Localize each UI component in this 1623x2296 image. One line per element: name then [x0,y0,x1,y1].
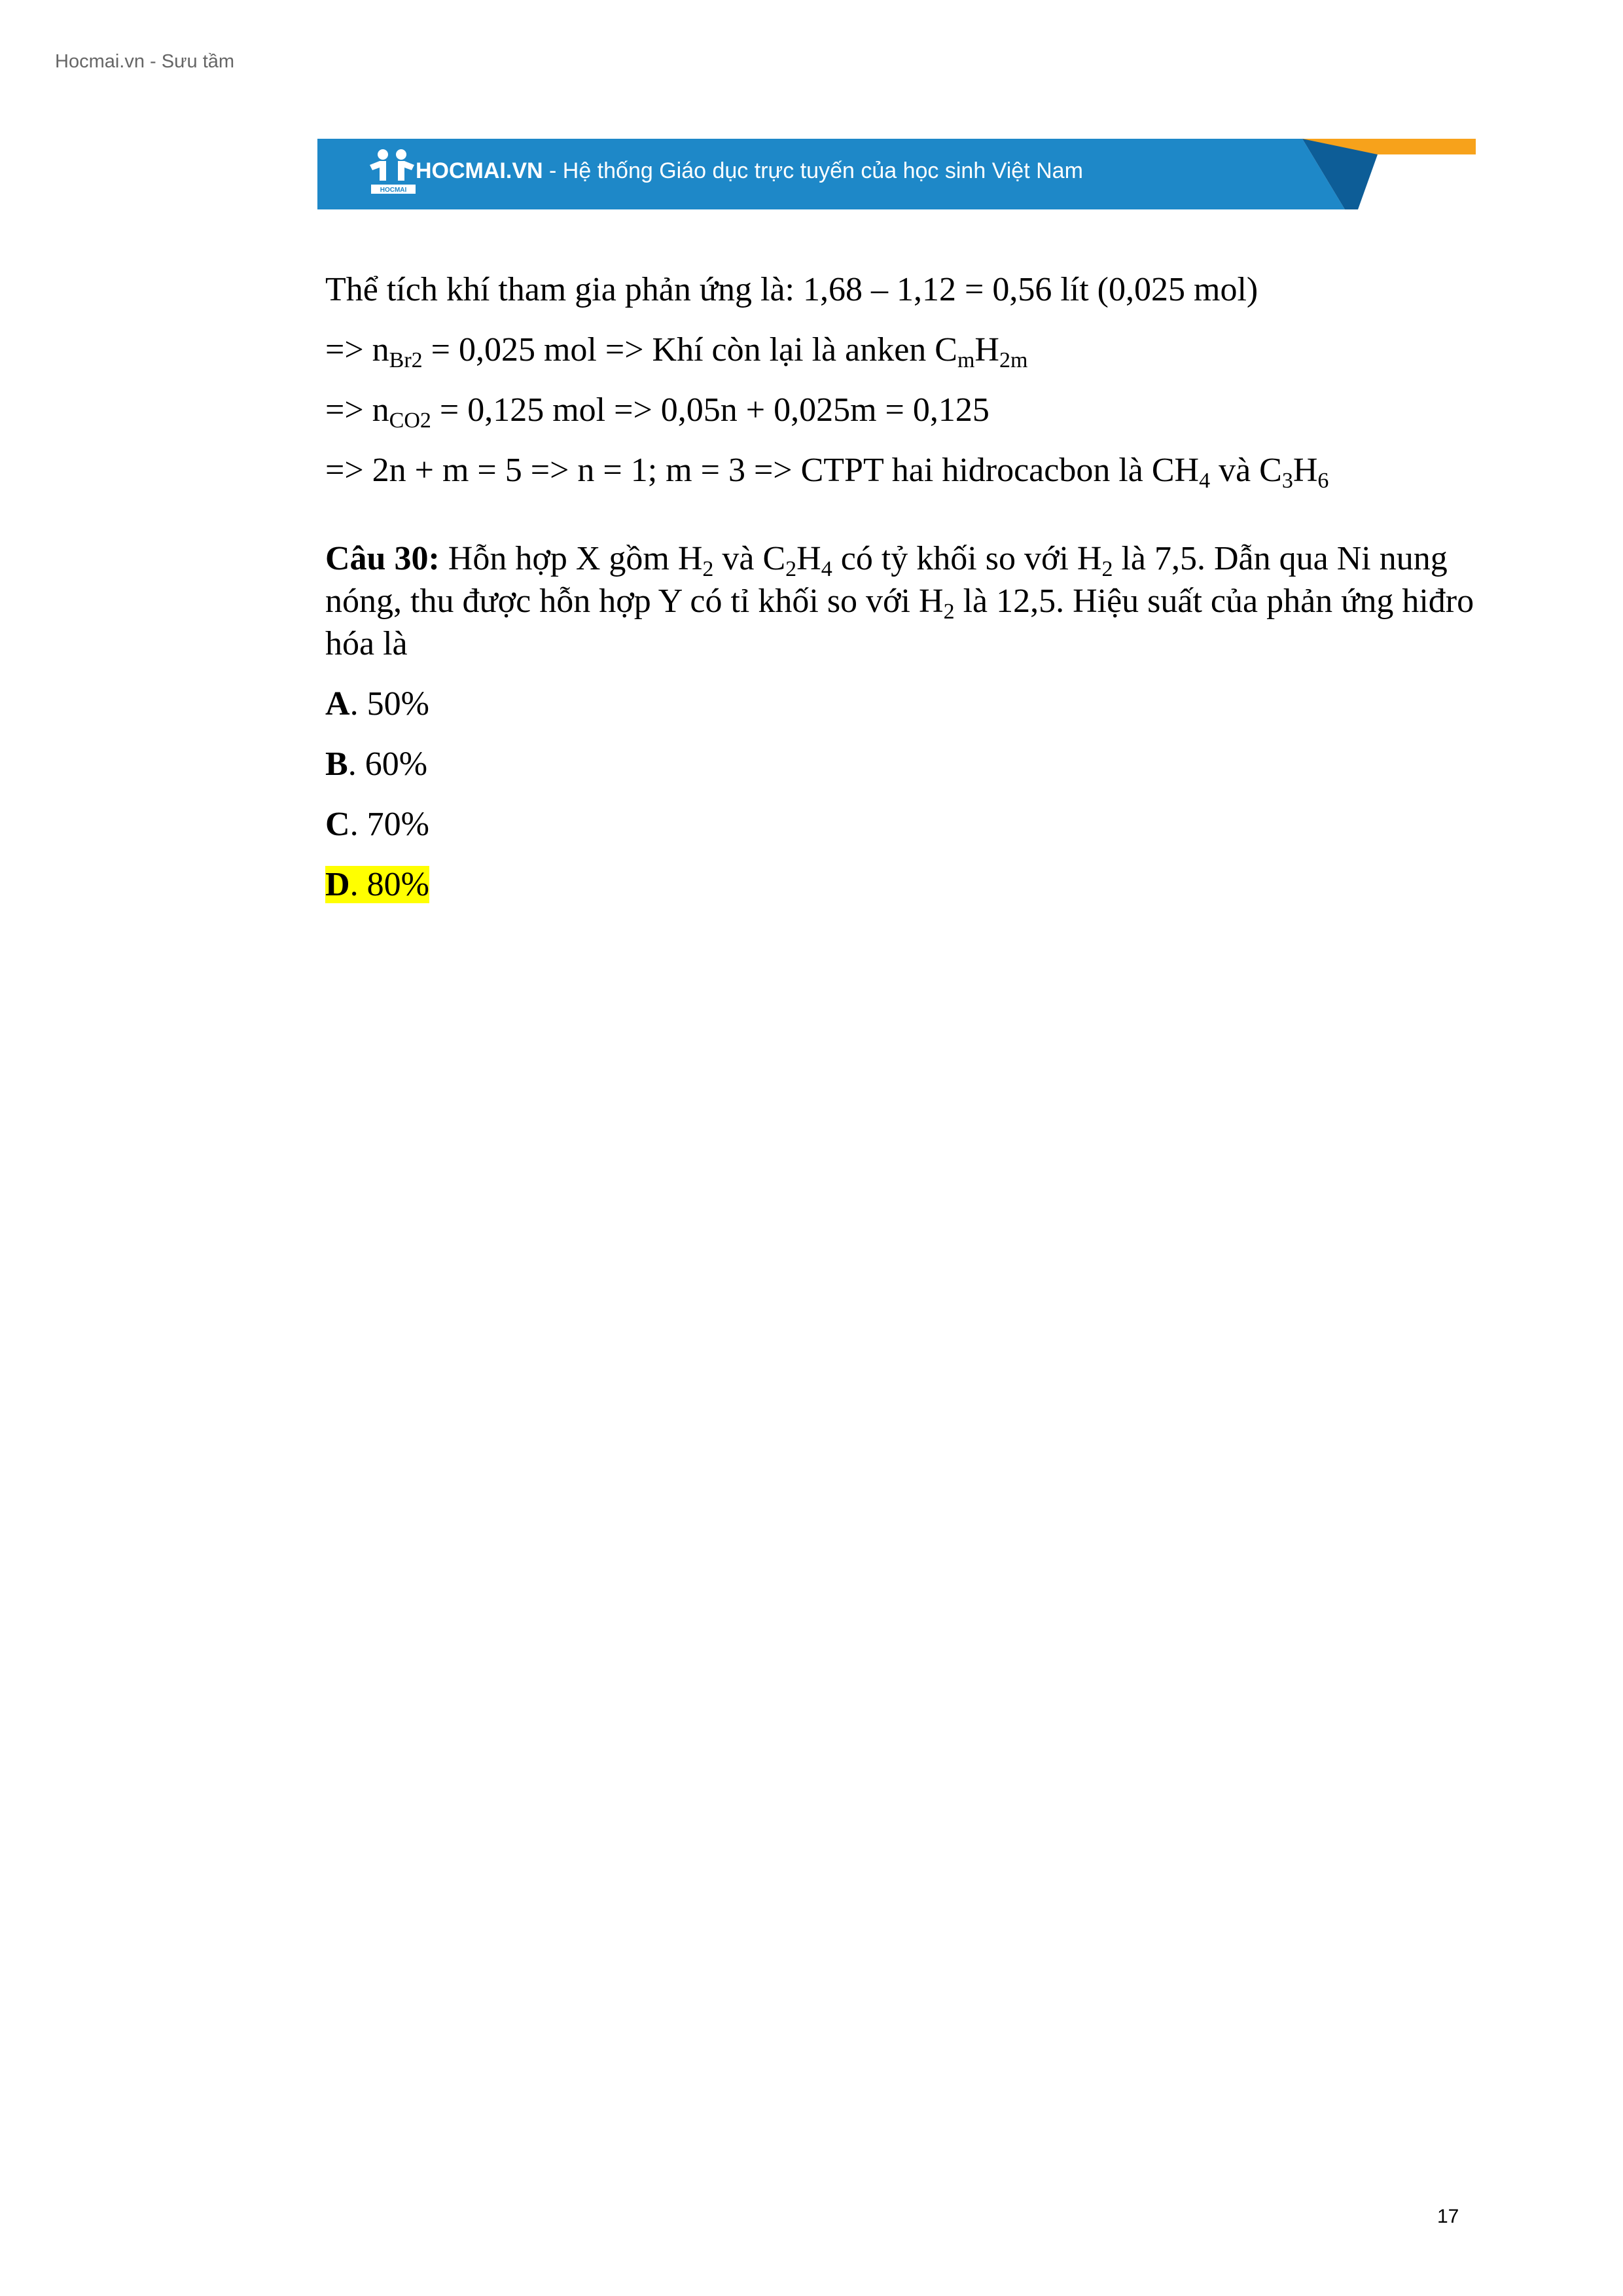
option-a: A. 50% [325,685,429,723]
option-b: B. 60% [325,745,428,783]
source-label: Hocmai.vn - Sưu tầm [55,51,235,72]
solution-line-2: => $n_{Br2} = 0,025$ mol => Khí còn lại là anken $C_mH_{2m}$ [325,331,1028,372]
page-content [325,268,1477,906]
page-number: 17 [1437,2206,1459,2227]
banner-brand: HOCMAI.VN [416,158,543,183]
banner-tagline: - Hệ thống Giáo dục trực tuyến của học sinh Việt Nam [543,158,1083,183]
question-label: Câu 30: [325,540,440,577]
solution-line-1: Thể tích khí tham gia phản ứng là: 1,68 – 1,12 = 0,56 lít (0,025 mol) [325,271,1258,308]
option-c: C. 70% [325,806,429,843]
banner-title [416,158,1083,184]
option-d-answer [325,863,1477,906]
answer-highlight: D. 80% [325,866,429,903]
solution-line-4: => 2n + m = 5 => n = 1; m = 3 => CTPT hai hidrocacbon là $CH_4$ và $C_3H_6$ [325,452,1329,493]
question-30: Câu 30: Hỗn hợp X gồm $H_2$ và $C_2H_4$ có tỷ khối so với $H_2$ là 7,5. Dẫn qua Ni nung nóng, thu được hỗn hợp Y có tỉ khối so với $H_2$ là 12,5. Hiệu suất của phản ứng hiđro hóa là [325,540,1474,662]
solution-line-3: => $n_{CO2} = 0,125$ mol => 0,05n + 0,025m = 0,125 [325,391,990,433]
header-banner [317,139,1476,209]
logo-caption: HOCMAI [380,187,407,194]
